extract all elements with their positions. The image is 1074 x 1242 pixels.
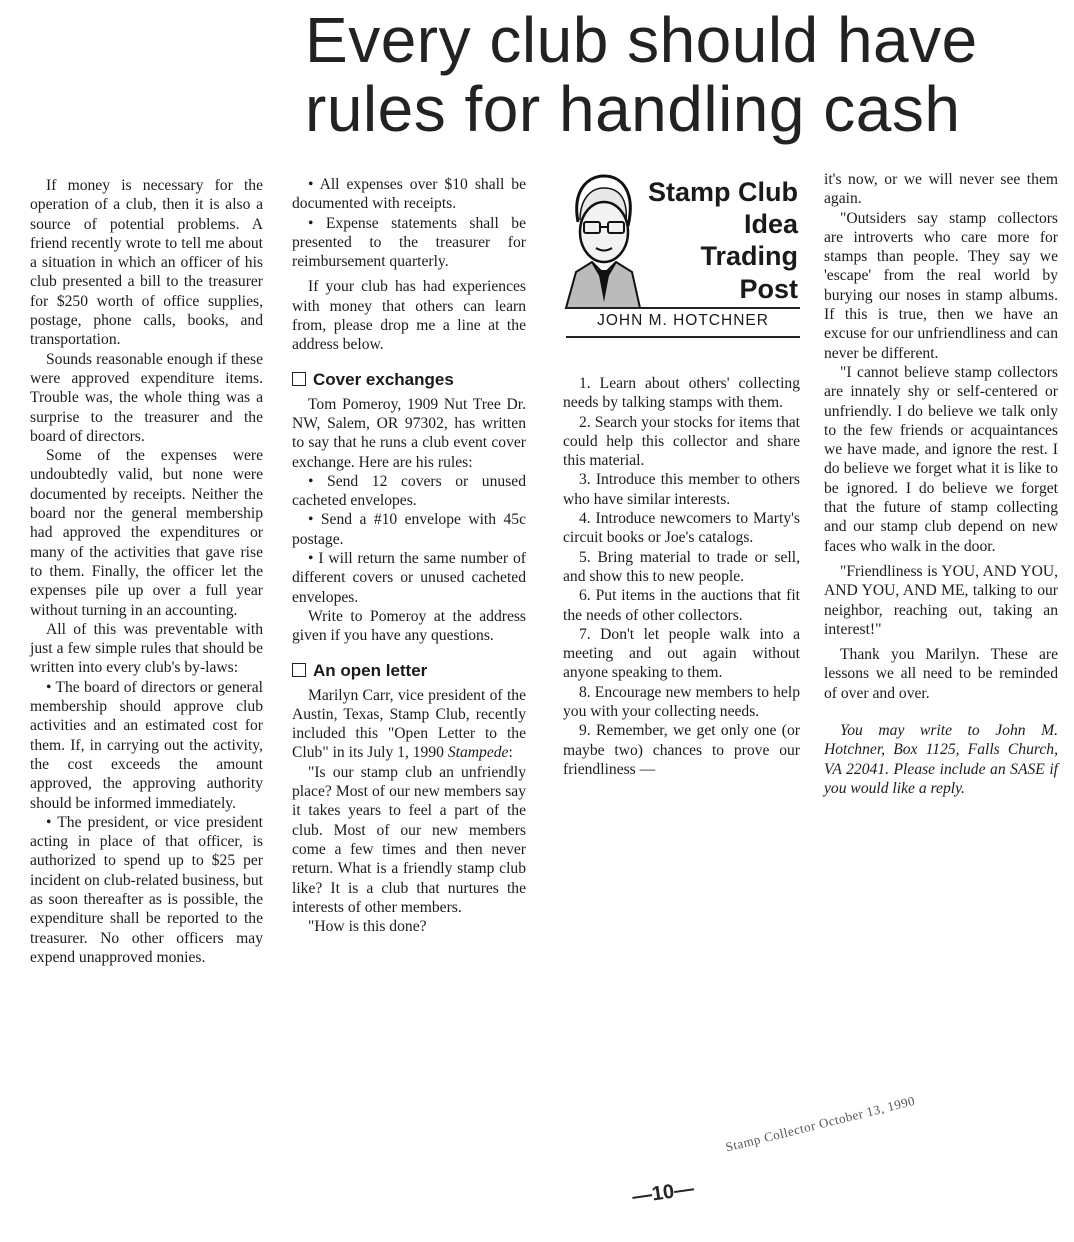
subhead-text: An open letter	[313, 660, 428, 680]
headline-line-1: Every club should have	[305, 4, 978, 76]
subhead-text: Cover exchanges	[313, 369, 454, 389]
list-item: 9. Remember, we get only one (or maybe two) chances to prove our friendliness —	[563, 722, 800, 778]
list-item: 6. Put items in the auctions that fit the needs of other collectors.	[563, 587, 800, 624]
logo-line-1: Stamp Club	[647, 177, 798, 207]
rule-item: • The president, or vice president acting in place of that officer, is authorized to spend up to $25 per incident on club-related business, but as soon thereafter as is possible, the expenditure shall be reported to the treasurer. No other officers may expend unapproved monies.	[30, 813, 263, 966]
paragraph-text: Marilyn Carr, vice president of the Austin, Texas, Stamp Club, recently included this "Open Letter to the Club" in its July 1, 1990	[292, 686, 526, 762]
list-item: 5. Bring material to trade or sell, and show this to new people.	[563, 548, 800, 585]
column-1	[30, 176, 263, 967]
logo-line-2: Idea	[743, 209, 798, 239]
list-item: 1. Learn about others' collecting needs by talking stamps with them.	[563, 375, 800, 412]
rule-item: • Expense statements shall be presented to the treasurer for reimbursement quarterly.	[292, 214, 526, 271]
author-address: You may write to John M. Hotchner, Box 1125, Falls Church, VA 22041. Please include an SASE if you would like a reply.	[824, 722, 1058, 797]
subhead-cover-exchanges	[292, 369, 526, 391]
paragraph: Sounds reasonable enough if these were approved expenditure items. Trouble was, the whole thing was a surprise to the treasurer and the board of directors.	[30, 350, 263, 445]
list-item: 7. Don't let people walk into a meeting and out again without anyone speaking to them.	[563, 625, 800, 682]
logo-line-3: Trading	[700, 241, 798, 271]
paragraph: Thank you Marilyn. These are lessons we all need to be reminded of over and over.	[824, 646, 1058, 702]
column-4	[824, 170, 1058, 798]
logo-rule-bottom	[566, 336, 800, 338]
headline	[305, 6, 1065, 144]
publication-title: Stampede	[447, 744, 509, 762]
checkbox-square-icon	[292, 663, 306, 677]
logo-line-4: Post	[739, 274, 798, 304]
paragraph: Write to Pomeroy at the address given if you have any questions.	[292, 607, 526, 645]
subhead-open-letter	[292, 660, 526, 682]
paragraph-text: :	[508, 744, 513, 762]
list-item: 8. Encourage new members to help you with your collecting needs.	[563, 683, 800, 721]
logo-rule-top	[566, 307, 800, 309]
byline: JOHN M. HOTCHNER	[597, 312, 769, 329]
list-item: 2. Search your stocks for items that could help this collector and share this material.	[563, 413, 800, 470]
headline-line-2: rules for handling cash	[305, 73, 961, 145]
paragraph: Tom Pomeroy, 1909 Nut Tree Dr. NW, Salem, OR 97302, has written to say that he runs a club event cover exchange. Here are his rules:	[292, 395, 526, 471]
paragraph: "I cannot believe stamp collectors are innately shy or self-centered or unfriendly. I do believe we talk only to the few friends or acquaintances we have made, and ignore the rest. I do believe we forget what it is like to be ignored. I do believe we forget that the future of stamp collecting and our stamp club depend on new faces who walk in the door.	[824, 363, 1058, 555]
rule-item: • Send a #10 envelope with 45c postage.	[292, 511, 526, 548]
paragraph	[292, 686, 526, 763]
paragraph: "Friendliness is YOU, AND YOU, AND YOU, AND ME, talking to our neighbor, reaching out, taking an interest!"	[824, 562, 1058, 638]
paragraph: Some of the expenses were undoubtedly valid, but none were documented by receipts. Neither the board nor the general membership had approved the expenditures or many of the activities that gave rise to them. Finally, the officer let the expenses pile up over a full year without turning in an accounting.	[30, 447, 263, 619]
column-3	[563, 374, 800, 779]
paragraph: it's now, or we will never see them again.	[824, 171, 1058, 208]
list-item: 3. Introduce this member to others who have similar interests.	[563, 471, 800, 508]
paragraph: "Is our stamp club an unfriendly place? Most of our new members say it takes years to feel a part of the club. Most of our new members come a few times and then never return. What is a friendly stamp club like? It is a club that nurtures the interests of other members.	[292, 763, 526, 916]
checkbox-square-icon	[292, 372, 306, 386]
paragraph: If money is necessary for the operation of a club, then it is also a source of potential problems. A friend recently wrote to tell me about a situation in which an officer of his club presented a bill to the treasurer for $250 worth of office supplies, postage, phone calls, books, and transportation.	[30, 177, 263, 349]
paragraph: "Outsiders say stamp collectors are introverts who care more for stamps than people. They say we 'escape' from the real world by burying our noses in stamp albums. If this is true, then we have an excuse for our unfriendliness and can never be different.	[824, 209, 1058, 362]
rule-item: • I will return the same number of different covers or unused cacheted envelopes.	[292, 550, 526, 606]
page-number: —10—	[630, 1177, 696, 1209]
rule-item: • The board of directors or general membership should approve club activities and an estimated cost for them. If, in carrying out the activity, the cost exceeds the amount approved, the approving authority should be informed immediately.	[30, 678, 263, 812]
list-item: 4. Introduce newcomers to Marty's circuit books or Joe's catalogs.	[563, 510, 800, 547]
column-2	[292, 175, 526, 936]
rule-item: • All expenses over $10 shall be documented with receipts.	[292, 176, 526, 213]
paragraph: All of this was preventable with just a few simple rules that should be written into every club's by-laws:	[30, 620, 263, 677]
publication-credit: Stamp Collector October 13, 1990	[724, 1092, 917, 1155]
rule-item: • Send 12 covers or unused cacheted envelopes.	[292, 472, 526, 510]
paragraph: If your club has had experiences with money that others can learn from, please drop me a line at the address below.	[292, 278, 526, 354]
column-logo	[562, 170, 802, 346]
paragraph: "How is this done?	[308, 918, 427, 936]
